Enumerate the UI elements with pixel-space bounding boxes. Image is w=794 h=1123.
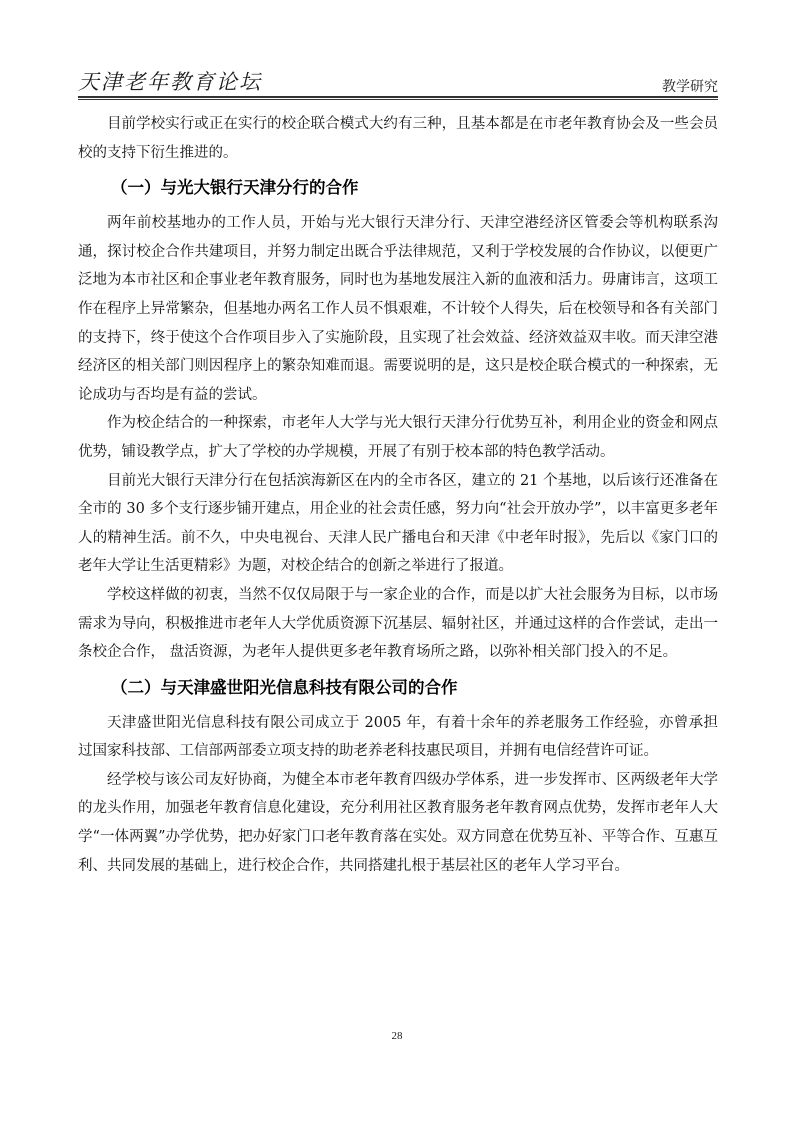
header-rule [78, 96, 718, 98]
paragraph: 两年前校基地办的工作人员，开始与光大银行天津分行、天津空港经济区管委会等机构联系沟通，探讨校企合作共建项目，并努力制定出既合乎法律规范，又利于学校发展的合作协议，以便更广泛地为本市社区和企事业老年教育服务，同时也为基地发展注入新的血液和活力。毋庸讳言，这项工作在程序上异常繁杂，但基地办两名工作人员不惧艰难，不计较个人得失，后在校领导和各有关部门的支持下，终于使这个合作项目步入了实施阶段，且实现了社会效益、经济效益双丰收。而天津空港经济区的相关部门则因程序上的繁杂知难而退。需要说明的是，这只是校企联合模式的一种探索，无论成功与否均是有益的尝试。 [78, 215, 718, 403]
header-rule-thin [78, 99, 718, 100]
page-number: 28 [391, 1030, 403, 1042]
page-header [78, 60, 718, 100]
paragraph: 经学校与该公司友好协商，为健全本市老年教育四级办学体系，进一步发挥市、区两级老年大学的龙头作用，加强老年教育信息化建设，充分利用社区教育服务老年教育网点优势，发挥市老年人大学“一体两翼”办学优势，把办好家门口老年教育落在实处。双方同意在优势互补、平等合作、互惠互利、共同发展的基础上，进行校企合作，共同搭建扎根于基层社区的老年人学习平台。 [78, 771, 718, 874]
article-body [78, 110, 718, 880]
section-heading-2: （二）与天津盛世阳光信息科技有限公司的合作 [111, 677, 458, 697]
section-label: 教学研究 [662, 79, 718, 95]
paragraph: 目前光大银行天津分行在包括滨海新区在内的全市各区，建立的 21 个基地，以后该行还准备在全市的 30 多个支行逐步铺开建点，用企业的社会责任感，努力向“社会开放办学”，以丰富更多老年人的精神生活。前不久，中央电视台、天津人民广播电台和天津《中老年时报》，先后以《家门口的老年大学让生活更精彩》为题，对校企结合的创新之举进行了报道。 [78, 472, 718, 575]
section-heading-1: （一）与光大银行天津分行的合作 [111, 178, 359, 198]
intro-paragraph: 目前学校实行或正在实行的校企联合模式大约有三种，且基本都是在市老年教育协会及一些会员校的支持下衍生推进的。 [78, 116, 718, 161]
paragraph: 学校这样做的初衷，当然不仅仅局限于与一家企业的合作，而是以扩大社会服务为目标，以市场需求为导向，积极推进市老年人大学优质资源下沉基层、辐射社区，并通过这样的合作尝试，走出一条校企合作， 盘活资源，为老年人提供更多老年教育场所之路，以弥补相关部门投入的不足。 [78, 586, 718, 661]
paragraph: 作为校企结合的一种探索，市老年人大学与光大银行天津分行优势互补，利用企业的资金和网点优势，铺设教学点，扩大了学校的办学规模，开展了有别于校本部的特色教学活动。 [78, 415, 718, 460]
journal-logo: 天津老年教育论坛 [78, 70, 262, 94]
paragraph: 天津盛世阳光信息科技有限公司成立于 2005 年，有着十余年的养老服务工作经验，亦曾承担过国家科技部、工信部两部委立项支持的助老养老科技惠民项目，并拥有电信经营许可证。 [78, 714, 718, 760]
